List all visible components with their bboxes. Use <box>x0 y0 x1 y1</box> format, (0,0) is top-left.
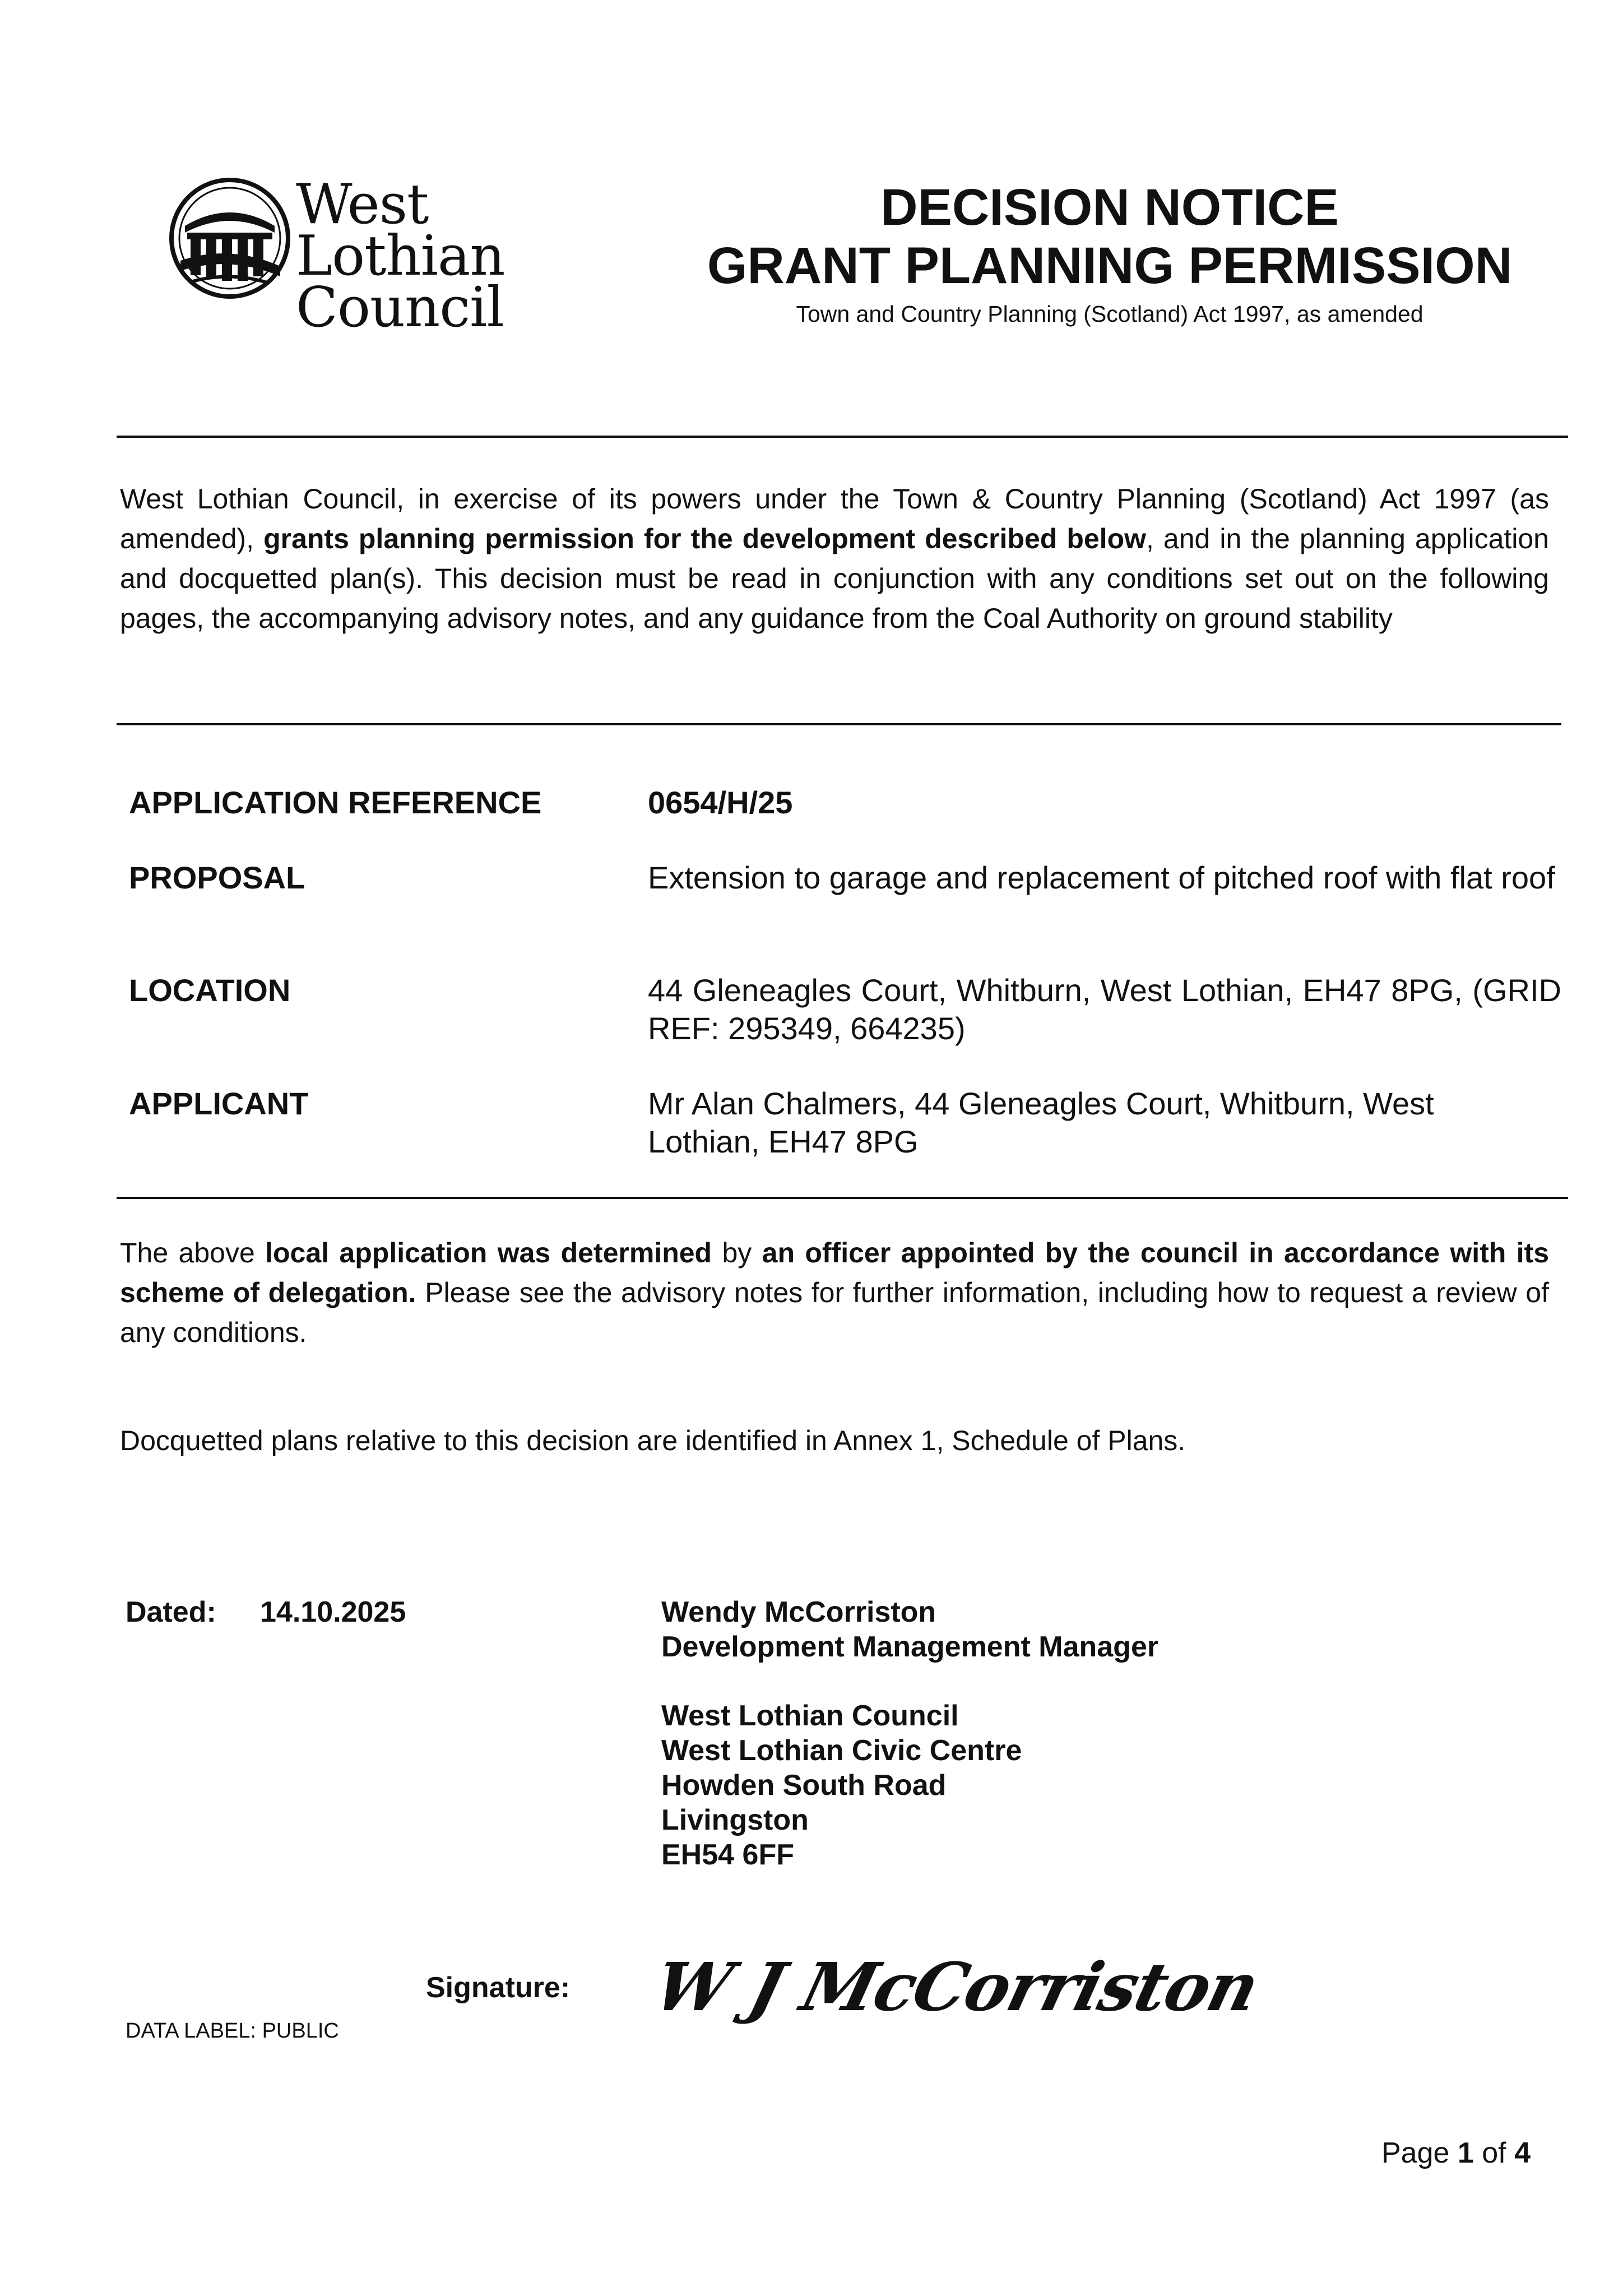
logo-line-1: West Lothian <box>296 173 505 288</box>
logo-wordmark <box>296 173 628 340</box>
intro-text-2: , and in the planning application and docquetted plan(s). This decision must be read in conjunction with any conditions set out on the following pages, the accompanying advisory notes, and any guidance from the Coal Authority on ground stability <box>120 523 1549 634</box>
intro-text-1: West Lothian Council, in exercise of its powers under the Town & Country Planning (Scotland) Act 1997 (as amended), <box>120 483 1549 554</box>
reference-value: 0654/H/25 <box>648 785 793 820</box>
determination-text-2: by <box>712 1237 762 1269</box>
logo-line-2: Council <box>296 276 504 340</box>
address-line-4: Livingston <box>661 1804 809 1836</box>
address-line-2: West Lothian Civic Centre <box>661 1734 1022 1767</box>
signature-label: Signature: <box>426 1971 571 2004</box>
location-label: LOCATION <box>129 973 291 1008</box>
page-word: Page <box>1381 2137 1458 2169</box>
page-current: 1 <box>1457 2137 1474 2169</box>
determination-paragraph <box>120 1233 1549 1353</box>
address-line-3: Howden South Road <box>661 1769 947 1802</box>
applicant-label: APPLICANT <box>129 1086 309 1121</box>
determination-bold-1: local application was determined <box>265 1237 712 1269</box>
address-line-5: EH54 6FF <box>661 1839 794 1871</box>
notice-title-block <box>695 178 1524 330</box>
act-reference: Town and Country Planning (Scotland) Act 1997, as amended <box>796 301 1423 327</box>
notice-subtitle: GRANT PLANNING PERMISSION <box>707 237 1513 294</box>
page-number <box>1381 2136 1531 2170</box>
address-line-1: West Lothian Council <box>661 1700 959 1732</box>
data-label: DATA LABEL: PUBLIC <box>126 2019 339 2043</box>
reference-label: APPLICATION REFERENCE <box>129 785 542 820</box>
dated-value: 14.10.2025 <box>260 1596 406 1628</box>
determination-bold-2: an officer appointed by the council in accordance with its scheme of delegation. <box>120 1237 1550 1308</box>
proposal-label: PROPOSAL <box>129 860 305 895</box>
proposal-value: Extension to garage and replacement of pitched roof with flat roof <box>648 860 1555 895</box>
divider-details <box>117 1197 1568 1199</box>
viaduct-emblem-icon <box>168 177 291 300</box>
determination-text-1: The above <box>120 1237 266 1269</box>
divider-intro <box>117 723 1561 725</box>
docquetted-plans-note: Docquetted plans relative to this decision are identified in Annex 1, Schedule of Plans. <box>120 1425 1186 1456</box>
location-value: 44 Gleneagles Court, Whitburn, West Lothian, EH47 8PG, (GRID REF: 295349, 664235) <box>648 973 1561 1046</box>
dated-label: Dated: <box>126 1596 216 1628</box>
page-of: of <box>1473 2137 1515 2169</box>
divider-top <box>117 436 1568 438</box>
officer-name: Wendy McCorriston <box>661 1596 936 1628</box>
determination-text-3: Please see the advisory notes for further information, including how to request a review of any conditions. <box>120 1277 1549 1348</box>
officer-role: Development Management Manager <box>661 1631 1159 1663</box>
intro-paragraph <box>120 479 1549 638</box>
applicant-value: Mr Alan Chalmers, 44 Gleneagles Court, Whitburn, West Lothian, EH47 8PG <box>648 1086 1434 1159</box>
notice-title: DECISION NOTICE <box>880 179 1339 236</box>
council-logo <box>168 171 628 340</box>
page-total: 4 <box>1514 2137 1531 2169</box>
handwritten-signature: W J McCorriston <box>647 1948 1266 2026</box>
intro-text-bold: grants planning permission for the development described below <box>263 523 1147 554</box>
